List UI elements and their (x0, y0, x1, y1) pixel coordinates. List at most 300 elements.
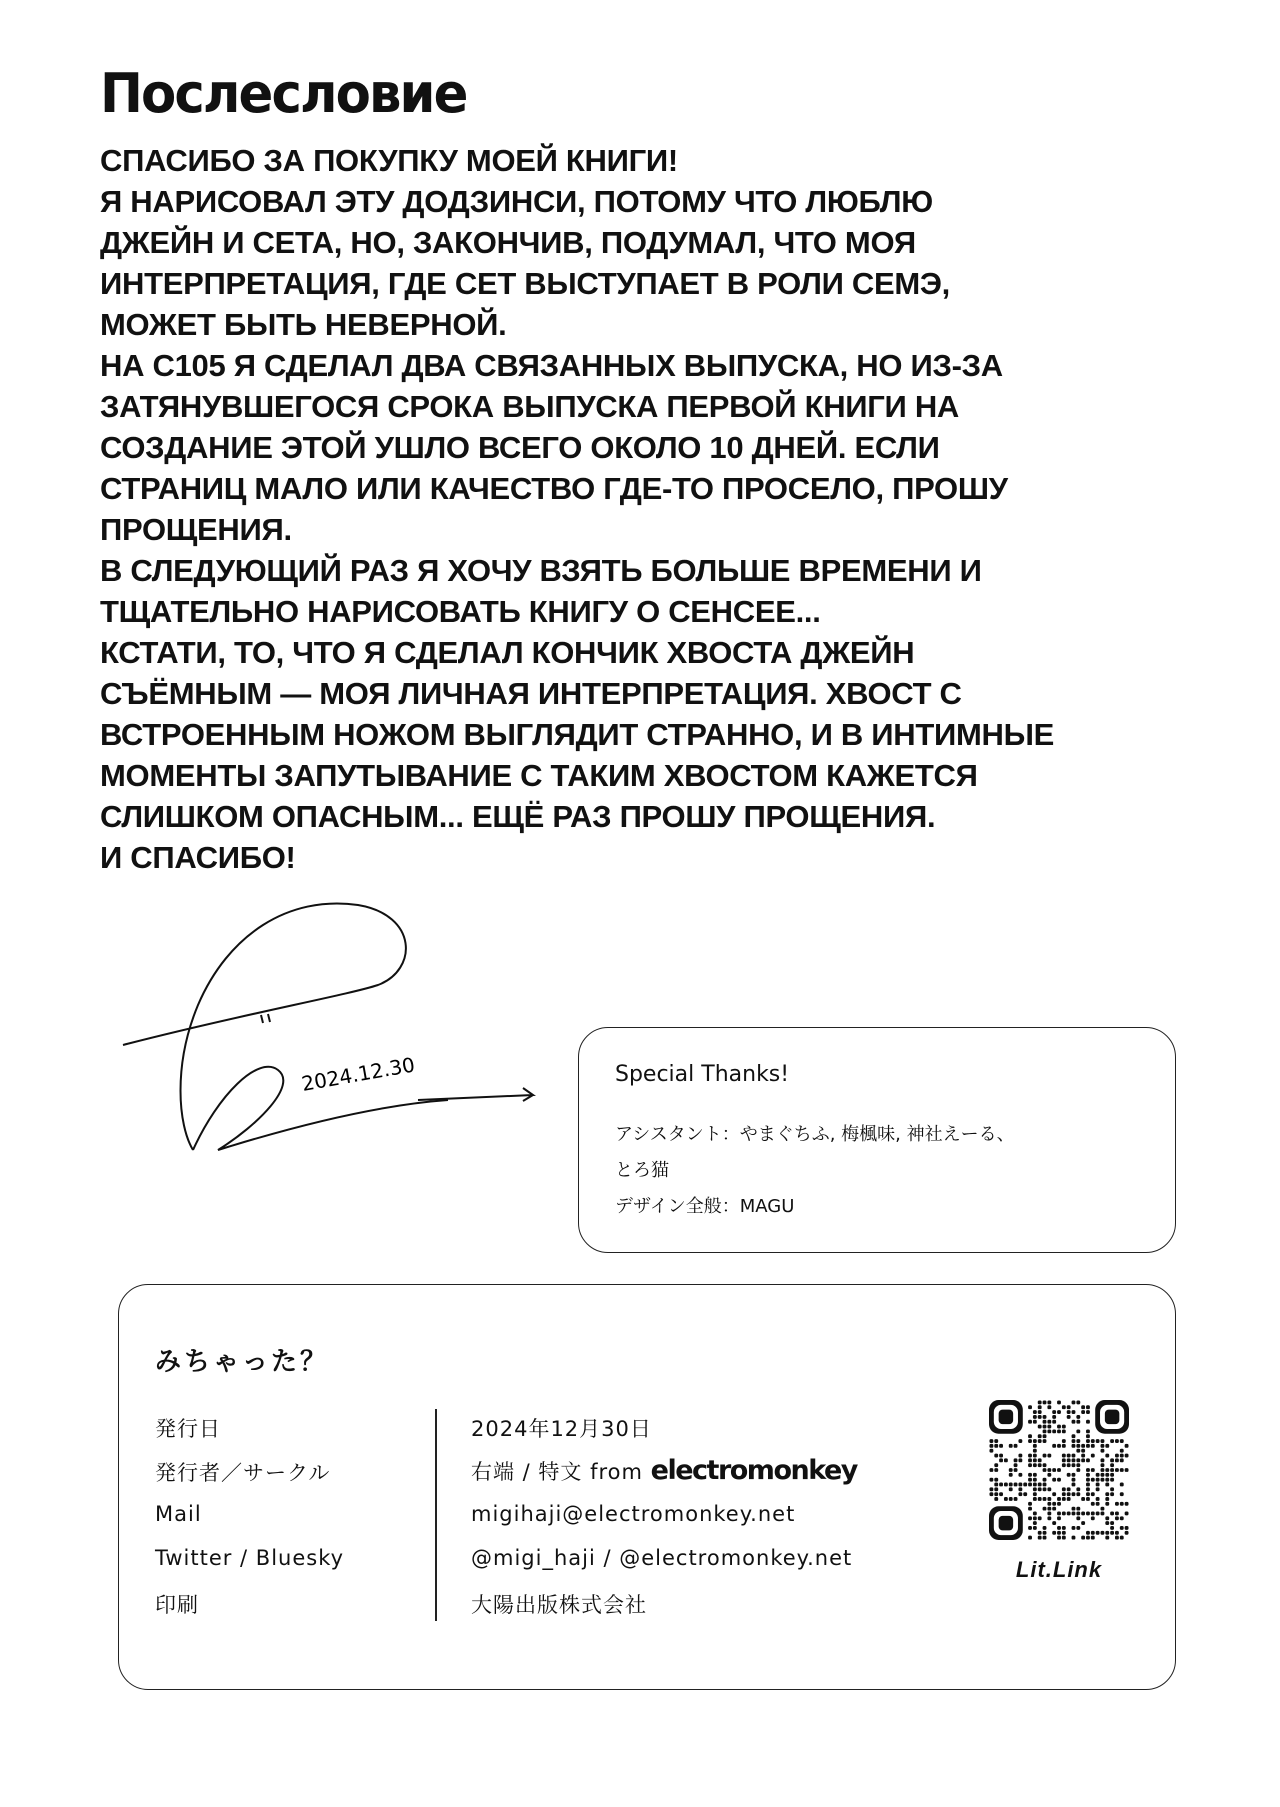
qr-module (1028, 1502, 1032, 1506)
qr-module (1043, 1429, 1047, 1433)
qr-module (1091, 1536, 1095, 1540)
qr-module (1086, 1439, 1090, 1443)
qr-module (1115, 1454, 1119, 1458)
qr-module (1125, 1512, 1129, 1516)
qr-module (1120, 1449, 1124, 1453)
qr-module (1101, 1531, 1105, 1535)
qr-module (1018, 1492, 1022, 1496)
qr-module (1047, 1400, 1051, 1404)
qr-module (1067, 1492, 1071, 1496)
value-printer: 大陽出版株式会社 (471, 1593, 647, 1617)
afterword-line: НА C105 Я СДЕЛАЛ ДВА СВЯЗАННЫХ ВЫПУСКА, НО ИЗ-ЗА (100, 348, 1003, 383)
qr-module (1062, 1454, 1066, 1458)
qr-module (1067, 1487, 1071, 1491)
qr-module (1091, 1531, 1095, 1535)
qr-module (1033, 1526, 1037, 1530)
afterword-line: СЪЁМНЫМ — МОЯ ЛИЧНАЯ ИНТЕРПРЕТАЦИЯ. ХВОСТ С (100, 676, 962, 711)
qr-module (1086, 1473, 1090, 1477)
qr-module (1033, 1516, 1037, 1520)
qr-module (1043, 1497, 1047, 1501)
qr-module (994, 1454, 998, 1458)
qr-module (1004, 1458, 1008, 1462)
qr-module (1033, 1420, 1037, 1424)
qr-module (1101, 1444, 1105, 1448)
label-printer: 印刷 (155, 1593, 199, 1617)
qr-module (1072, 1444, 1076, 1448)
qr-module (1047, 1420, 1051, 1424)
afterword-line: Я НАРИСОВАЛ ЭТУ ДОДЗИНСИ, ПОТОМУ ЧТО ЛЮБЛЮ (100, 184, 933, 219)
qr-module (1047, 1512, 1051, 1516)
qr-module (1057, 1531, 1061, 1535)
qr-module (1076, 1468, 1080, 1472)
qr-module (1057, 1400, 1061, 1404)
qr-module (1076, 1444, 1080, 1448)
qr-module (1038, 1531, 1042, 1535)
qr-module (1086, 1420, 1090, 1424)
qr-module (1062, 1526, 1066, 1530)
special-thanks-box (578, 1027, 1176, 1253)
qr-module (1101, 1507, 1105, 1511)
label-publish-date: 発行日 (155, 1417, 221, 1441)
qr-module (1057, 1536, 1061, 1540)
qr-module (1110, 1439, 1114, 1443)
qr-module (1018, 1487, 1022, 1491)
qr-module (1105, 1410, 1119, 1424)
qr-module (1105, 1536, 1109, 1540)
qr-module (989, 1439, 993, 1443)
qr-module (1072, 1400, 1076, 1404)
qr-module (1125, 1454, 1129, 1458)
qr-module (1086, 1483, 1090, 1487)
qr-module (1018, 1483, 1022, 1487)
qr-module (1110, 1468, 1114, 1472)
qr-module (1072, 1454, 1076, 1458)
qr-module (1105, 1473, 1109, 1477)
qr-module (1043, 1439, 1047, 1443)
qr-module (1052, 1415, 1056, 1419)
qr-module (1033, 1454, 1037, 1458)
qr-module (1062, 1444, 1066, 1448)
qr-module (1072, 1492, 1076, 1496)
qr-module (1115, 1536, 1119, 1540)
qr-module (1038, 1497, 1042, 1501)
qr-module (1033, 1439, 1037, 1443)
qr-module (1033, 1463, 1037, 1467)
qr-module (1105, 1444, 1109, 1448)
qr-module (1038, 1458, 1042, 1462)
label-mail: Mail (155, 1502, 202, 1526)
qr-module (999, 1483, 1003, 1487)
qr-module (1043, 1478, 1047, 1482)
signature-date: 2024.12.30 (299, 1052, 417, 1096)
qr-module (1062, 1492, 1066, 1496)
qr-module (1120, 1516, 1124, 1520)
qr-module (1033, 1487, 1037, 1491)
qr-module (1081, 1458, 1085, 1462)
qr-module (1014, 1458, 1018, 1462)
qr-module (994, 1487, 998, 1491)
qr-module (1105, 1531, 1109, 1535)
qr-module (1105, 1454, 1109, 1458)
qr-module (1038, 1439, 1042, 1443)
qr-module (1038, 1487, 1042, 1491)
qr-module (999, 1410, 1013, 1424)
qr-module (1096, 1478, 1100, 1482)
qr-module (1086, 1444, 1090, 1448)
qr-module (1043, 1434, 1047, 1438)
qr-module (1101, 1458, 1105, 1462)
qr-module (1028, 1454, 1032, 1458)
afterword-line: МОЖЕТ БЫТЬ НЕВЕРНОЙ. (100, 307, 507, 342)
qr-module (1057, 1478, 1061, 1482)
electromonkey-logo: electromonkey (650, 1455, 857, 1486)
qr-module (1028, 1420, 1032, 1424)
qr-module (999, 1458, 1003, 1462)
qr-module (1091, 1439, 1095, 1443)
qr-module (1120, 1492, 1124, 1496)
qr-module (1120, 1536, 1124, 1540)
qr-module (1110, 1512, 1114, 1516)
qr-module (1120, 1458, 1124, 1462)
afterword-line: В СЛЕДУЮЩИЙ РАЗ Я ХОЧУ ВЗЯТЬ БОЛЬШЕ ВРЕМЕНИ И (100, 553, 982, 588)
qr-module (1009, 1487, 1013, 1491)
qr-module (1081, 1454, 1085, 1458)
qr-module (1057, 1444, 1061, 1448)
qr-caption: Lit.Link (1015, 1557, 1103, 1582)
qr-module (1072, 1434, 1076, 1438)
qr-module (1067, 1463, 1071, 1467)
qr-module (1086, 1512, 1090, 1516)
qr-module (1096, 1473, 1100, 1477)
qr-module (1076, 1492, 1080, 1496)
qr-module (1028, 1463, 1032, 1467)
qr-module (1081, 1405, 1085, 1409)
qr-module (1014, 1468, 1018, 1472)
qr-module (1043, 1526, 1047, 1530)
thanks-line: とろ猫 (615, 1160, 669, 1181)
qr-module (1018, 1458, 1022, 1462)
qr-module (1086, 1410, 1090, 1414)
colophon-box (118, 1284, 1176, 1690)
qr-module (1043, 1400, 1047, 1404)
qr-module (1105, 1468, 1109, 1472)
qr-module (1028, 1405, 1032, 1409)
qr-module (994, 1439, 998, 1443)
qr-module (1096, 1483, 1100, 1487)
qr-module (1057, 1429, 1061, 1433)
qr-module (1101, 1473, 1105, 1477)
qr-module (1043, 1468, 1047, 1472)
qr-module (1047, 1487, 1051, 1491)
qr-module (1014, 1483, 1018, 1487)
qr-module (1067, 1415, 1071, 1419)
qr-module (1033, 1497, 1037, 1501)
book-title: みちゃった？ (155, 1347, 330, 1377)
qr-module (1096, 1502, 1100, 1506)
qr-module (1038, 1410, 1042, 1414)
qr-module (1018, 1454, 1022, 1458)
qr-module (1125, 1468, 1129, 1472)
afterword-line: СЛИШКОМ ОПАСНЫМ... ЕЩЁ РАЗ ПРОШУ ПРОЩЕНИЯ. (100, 799, 936, 834)
qr-module (1120, 1468, 1124, 1472)
afterword-line: ЗАТЯНУВШЕГОСЯ СРОКА ВЫПУСКА ПЕРВОЙ КНИГИ НА (100, 389, 960, 424)
qr-module (1043, 1425, 1047, 1429)
qr-module (1072, 1439, 1076, 1443)
qr-module (1014, 1463, 1018, 1467)
qr-module (1110, 1521, 1114, 1525)
qr-module (1062, 1439, 1066, 1443)
qr-module (1028, 1483, 1032, 1487)
qr-module (1023, 1492, 1027, 1496)
qr-module (994, 1468, 998, 1472)
qr-module (1101, 1463, 1105, 1467)
afterword-text (100, 140, 1054, 878)
qr-module (1057, 1425, 1061, 1429)
qr-module (1062, 1536, 1066, 1540)
qr-module (1052, 1521, 1056, 1525)
qr-module (1115, 1516, 1119, 1520)
qr-module (1018, 1439, 1022, 1443)
qr-module (1062, 1512, 1066, 1516)
qr-module (1086, 1492, 1090, 1496)
qr-module (999, 1444, 1003, 1448)
qr-module (1091, 1454, 1095, 1458)
qr-module (1067, 1405, 1071, 1409)
divider (435, 1409, 437, 1621)
qr-code[interactable] (989, 1400, 1129, 1540)
qr-module (1043, 1507, 1047, 1511)
qr-module (1004, 1497, 1008, 1501)
qr-module (989, 1468, 993, 1472)
qr-module (1105, 1492, 1109, 1496)
qr-module (1038, 1400, 1042, 1404)
qr-module (1110, 1492, 1114, 1496)
qr-module (1047, 1405, 1051, 1409)
qr-module (1110, 1463, 1114, 1467)
qr-module (1091, 1478, 1095, 1482)
special-thanks-heading: Special Thanks! (615, 1062, 790, 1087)
qr-module (1110, 1526, 1114, 1530)
qr-module (1076, 1449, 1080, 1453)
qr-module (1125, 1526, 1129, 1530)
qr-module (1081, 1444, 1085, 1448)
qr-module (1033, 1458, 1037, 1462)
qr-module (1120, 1483, 1124, 1487)
qr-module (1120, 1454, 1124, 1458)
qr-module (1033, 1512, 1037, 1516)
qr-module (1105, 1483, 1109, 1487)
qr-module (1110, 1487, 1114, 1491)
qr-module (1052, 1478, 1056, 1482)
qr-module (1057, 1526, 1061, 1530)
qr-module (1096, 1531, 1100, 1535)
qr-module (1038, 1483, 1042, 1487)
qr-module (1091, 1468, 1095, 1472)
qr-module (1038, 1405, 1042, 1409)
qr-module (1091, 1492, 1095, 1496)
qr-module (1110, 1458, 1114, 1462)
qr-module (1043, 1483, 1047, 1487)
qr-module (1052, 1410, 1056, 1414)
qr-module (1038, 1415, 1042, 1419)
qr-module (1047, 1516, 1051, 1520)
qr-module (1101, 1449, 1105, 1453)
qr-module (1072, 1458, 1076, 1462)
qr-module (1028, 1526, 1032, 1530)
qr-module (1052, 1502, 1056, 1506)
qr-module (1043, 1531, 1047, 1535)
qr-module (989, 1487, 993, 1491)
qr-module (1028, 1478, 1032, 1482)
qr-module (1052, 1429, 1056, 1433)
qr-module (1115, 1458, 1119, 1462)
value-publisher (471, 1455, 857, 1486)
qr-module (1038, 1434, 1042, 1438)
qr-module (1033, 1492, 1037, 1496)
qr-module (1125, 1502, 1129, 1506)
qr-module (1057, 1410, 1061, 1414)
qr-module (1033, 1483, 1037, 1487)
qr-module (989, 1444, 993, 1448)
qr-module (1052, 1444, 1056, 1448)
qr-module (1115, 1502, 1119, 1506)
value-publish-date: 2024年12月30日 (471, 1417, 652, 1441)
qr-module (1038, 1536, 1042, 1540)
qr-module (1072, 1512, 1076, 1516)
qr-module (1125, 1444, 1129, 1448)
qr-module (1028, 1536, 1032, 1540)
qr-module (1062, 1458, 1066, 1462)
qr-module (1052, 1420, 1056, 1424)
qr-module (1057, 1502, 1061, 1506)
value-social[interactable]: @migi_haji / @electromonkey.net (471, 1546, 853, 1570)
qr-module (989, 1478, 993, 1482)
qr-module (1086, 1536, 1090, 1540)
qr-module (994, 1463, 998, 1467)
qr-module (1072, 1507, 1076, 1511)
qr-module (1062, 1497, 1066, 1501)
qr-module (1033, 1449, 1037, 1453)
qr-module (1076, 1516, 1080, 1520)
qr-module (999, 1454, 1003, 1458)
qr-module (1076, 1487, 1080, 1491)
qr-module (1014, 1444, 1018, 1448)
qr-module (1091, 1516, 1095, 1520)
afterword-line: СОЗДАНИЕ ЭТОЙ УШЛО ВСЕГО ОКОЛО 10 ДНЕЙ. ЕСЛИ (100, 430, 940, 465)
qr-module (1062, 1425, 1066, 1429)
afterword-line: ТЩАТЕЛЬНО НАРИСОВАТЬ КНИГУ О СЕНСЕЕ... (100, 594, 821, 629)
qr-module (1081, 1521, 1085, 1525)
qr-module (1028, 1458, 1032, 1462)
qr-module (1076, 1526, 1080, 1530)
qr-module (1057, 1468, 1061, 1472)
qr-module (994, 1492, 998, 1496)
qr-module (1062, 1429, 1066, 1433)
qr-module (1072, 1478, 1076, 1482)
qr-module (1091, 1444, 1095, 1448)
qr-module (1043, 1463, 1047, 1467)
page-title: Послесловие (100, 62, 467, 125)
qr-module (1086, 1497, 1090, 1501)
qr-module (1076, 1507, 1080, 1511)
label-publisher: 発行者／サークル (155, 1461, 331, 1485)
qr-module (1023, 1483, 1027, 1487)
qr-module (1101, 1512, 1105, 1516)
qr-module (1028, 1439, 1032, 1443)
qr-module (1043, 1415, 1047, 1419)
qr-module (1062, 1531, 1066, 1535)
qr-module (1072, 1536, 1076, 1540)
qr-module (1096, 1512, 1100, 1516)
qr-module (1076, 1415, 1080, 1419)
qr-module (1101, 1478, 1105, 1482)
qr-module (1081, 1536, 1085, 1540)
qr-module (1076, 1463, 1080, 1467)
qr-module (1105, 1516, 1109, 1520)
qr-module (1009, 1483, 1013, 1487)
qr-module (1067, 1497, 1071, 1501)
qr-module (1038, 1516, 1042, 1520)
qr-module (1047, 1507, 1051, 1511)
qr-module (1052, 1492, 1056, 1496)
qr-module (1086, 1405, 1090, 1409)
qr-module (1067, 1410, 1071, 1414)
qr-module (1028, 1507, 1032, 1511)
qr-module (1081, 1449, 1085, 1453)
qr-module (1033, 1473, 1037, 1477)
qr-module (1086, 1468, 1090, 1472)
qr-module (1028, 1516, 1032, 1520)
qr-module (1076, 1400, 1080, 1404)
qr-module (1120, 1526, 1124, 1530)
publisher-names: 右端 / 特文 from (471, 1460, 651, 1484)
value-mail[interactable]: migihaji@electromonkey.net (471, 1502, 796, 1526)
qr-module (1067, 1512, 1071, 1516)
qr-module (1009, 1473, 1013, 1477)
thanks-line: デザイン全般：MAGU (615, 1196, 795, 1217)
qr-module (1057, 1497, 1061, 1501)
afterword-line: ИНТЕРПРЕТАЦИЯ, ГДЕ СЕТ ВЫСТУПАЕТ В РОЛИ СЕМЭ, (100, 266, 950, 301)
qr-module (1096, 1487, 1100, 1491)
qr-module (1038, 1425, 1042, 1429)
qr-module (1043, 1487, 1047, 1491)
qr-module (1072, 1420, 1076, 1424)
qr-module (1033, 1444, 1037, 1448)
qr-module (1091, 1512, 1095, 1516)
qr-module (1115, 1468, 1119, 1472)
label-social: Twitter / Bluesky (155, 1546, 345, 1570)
qr-module (1047, 1425, 1051, 1429)
qr-module (1057, 1512, 1061, 1516)
qr-module (1120, 1502, 1124, 1506)
qr-module (1072, 1526, 1076, 1530)
qr-module (1076, 1458, 1080, 1462)
qr-module (1014, 1497, 1018, 1501)
qr-module (1018, 1473, 1022, 1477)
qr-module (1076, 1429, 1080, 1433)
qr-module (1038, 1463, 1042, 1467)
qr-module (1115, 1512, 1119, 1516)
qr-module (1043, 1454, 1047, 1458)
qr-module (1105, 1497, 1109, 1501)
qr-module (1120, 1439, 1124, 1443)
qr-module (1086, 1531, 1090, 1535)
qr-module (1047, 1429, 1051, 1433)
qr-module (999, 1516, 1013, 1530)
qr-module (1067, 1458, 1071, 1462)
qr-module (1072, 1410, 1076, 1414)
qr-module (989, 1492, 993, 1496)
